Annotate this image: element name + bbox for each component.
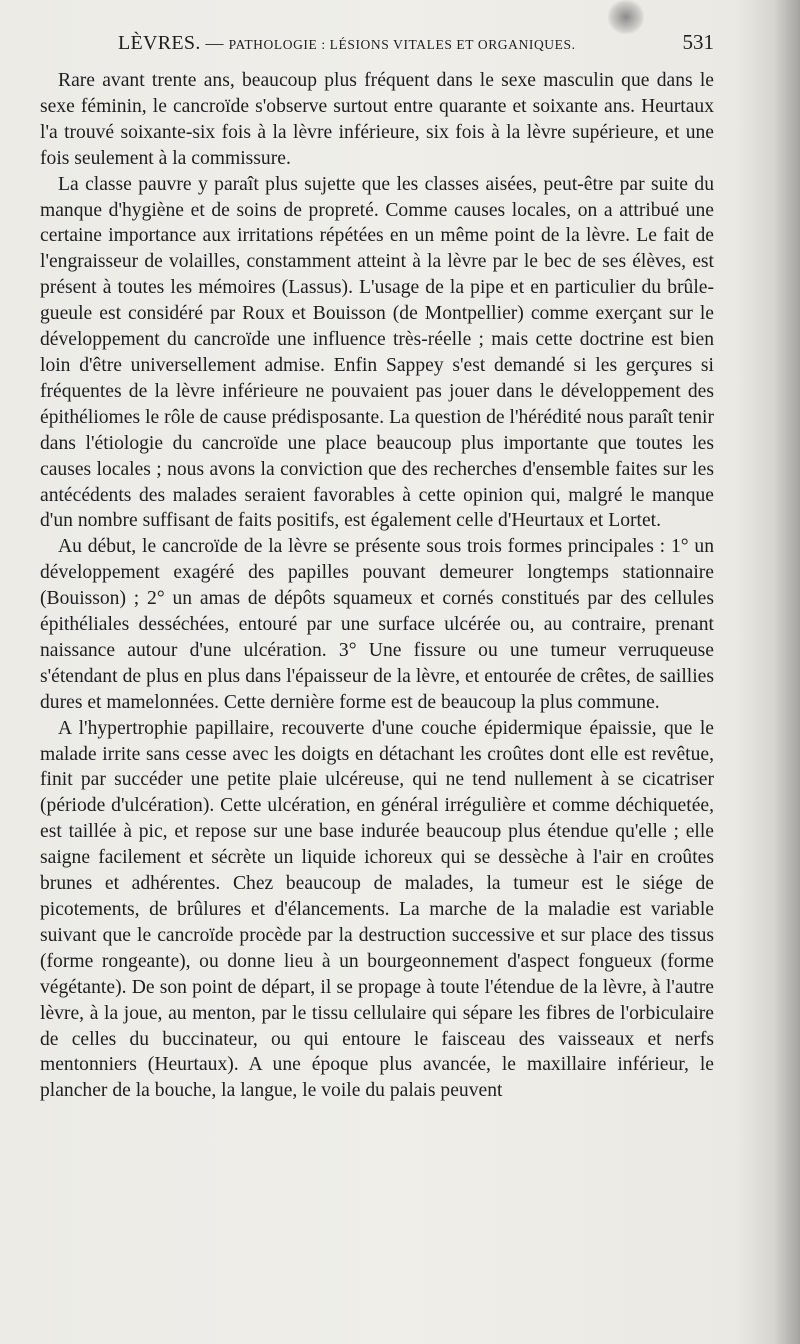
title-main: LÈVRES. — [118, 32, 201, 54]
title-sub: PATHOLOGIE : LÉSIONS VITALES ET ORGANIQUES. — [228, 37, 576, 52]
paragraph: Au début, le cancroïde de la lèvre se présente sous trois formes principales : 1° un développement exagéré des papilles pouvant demeurer longtemps stationnaire (Bouisson) ; 2° un amas de dépôts squameux et cornés constitués par des cellules épithéliales desséchées, entouré par une surface ulcérée ou, au contraire, prenant naissance autour d'une ulcération. 3° Une fissure ou une tumeur verruqueuse s'étendant de plus en plus dans l'épaisseur de la lèvre, et entourée de crêtes, de saillies dures et mamelonnées. Cette dernière forme est de beaucoup la plus commune. — [40, 536, 714, 713]
title-dash: — — [205, 33, 224, 53]
paragraph: Rare avant trente ans, beaucoup plus fréquent dans le sexe masculin que dans le sexe féminin, le cancroïde s'observe surtout entre quarante et soixante ans. Heurtaux l'a trouvé soixante-six fois à la lèvre inférieure, six fois à la lèvre supérieure, et une fois seulement à la commissure. — [40, 70, 714, 169]
body-text — [40, 68, 714, 1104]
running-header — [118, 30, 714, 60]
paragraph: A l'hypertrophie papillaire, recouverte d'une couche épidermique épaissie, que le malade irrite sans cesse avec les doigts en détachant les croûtes dont elle est revêtue, finit par succéder une petite plaie ulcéreuse, qui ne tend nullement à se cicatriser (période d'ulcération). Cette ulcération, en général irrégulière et comme déchiquetée, est taillée à pic, et repose sur une base indurée beaucoup plus étendue qu'elle ; elle saigne facilement et sécrète un liquide ichoreux qui se dessèche à l'air en croûtes brunes et adhérentes. Chez beaucoup de malades, la tumeur est le siége de picotements, de brûlures et d'élancements. La marche de la maladie est variable suivant que le cancroïde procède par la destruction successive et sur place des tissus (forme rongeante), ou donne lieu à un bourgeonnement d'aspect fongueux (forme végétante). De son point de départ, il se propage à toute l'étendue de la lèvre, à l'autre lèvre, à la joue, au menton, par le tissu cellulaire qui sépare les fibres de l'orbiculaire de celles du buccinateur, ou qui entoure le faisceau des vaisseaux et nerfs mentonniers (Heurtaux). A une époque plus avancée, le maxillaire inférieur, le plancher de la bouche, la langue, le voile du palais peuvent — [40, 717, 714, 1102]
page-number: 531 — [682, 30, 714, 54]
ink-stain — [608, 0, 644, 34]
paragraph: La classe pauvre y paraît plus sujette que les classes aisées, peut-être par suite du manque d'hygiène et de soins de propreté. Comme causes locales, on a attribué une certaine importance aux irritations répétées en un même point de la lèvre. Le fait de l'engraisseur de volailles, constamment atteint à la lèvre par le bec de ses élèves, est présent à toutes les mémoires (Lassus). L'usage de la pipe et en particulier du brûle-gueule est considéré par Roux et Bouisson (de Montpellier) comme exerçant sur le développement du cancroïde une influence très-réelle ; mais cette doctrine est bien loin d'être universellement admise. Enfin Sappey s'est demandé si les gerçures si fréquentes de la lèvre inférieure ne pouvaient pas jouer dans le développement des épithéliomes le rôle de cause prédisposante. La question de l'hérédité nous paraît tenir dans l'étiologie du cancroïde une place beaucoup plus importante que toutes les causes locales ; nous avons la conviction que des recherches d'ensemble faites sur les antécédents des malades seraient favorables à cette opinion qui, malgré le manque d'un nombre suffisant de faits positifs, est également celle d'Heurtaux et Lortet. — [40, 173, 714, 532]
page-edge-shadow — [774, 0, 800, 1344]
running-title — [118, 32, 576, 55]
